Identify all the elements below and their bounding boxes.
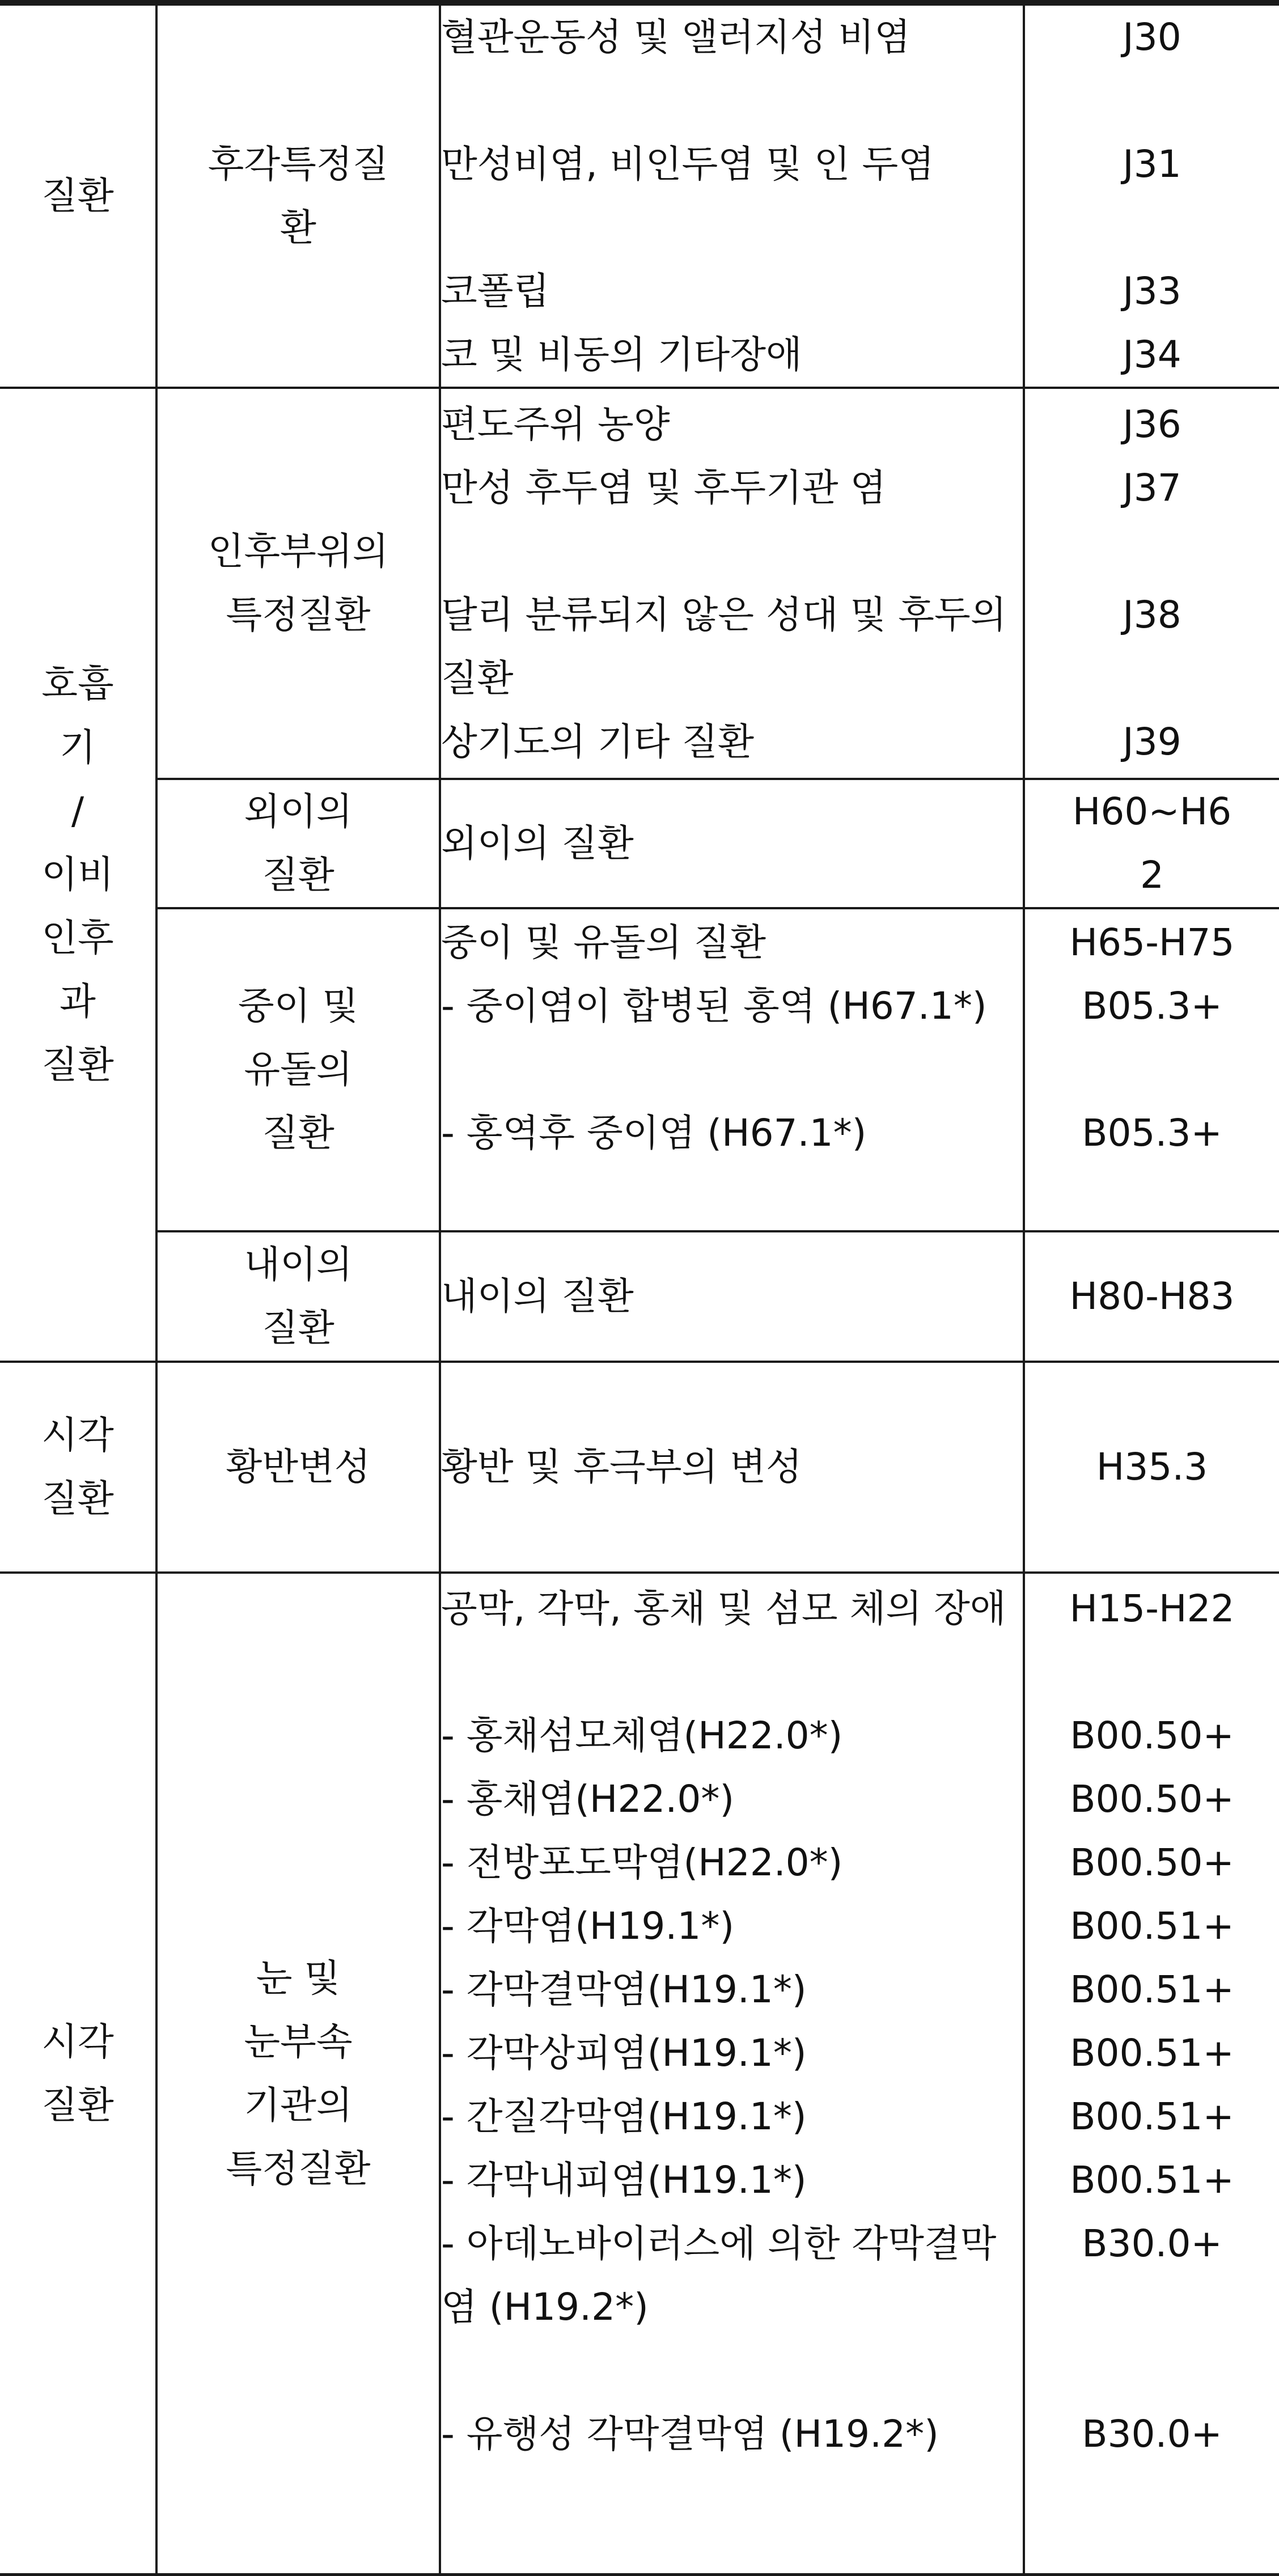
description-item: - 홍채섬모체염(H22.0*) xyxy=(441,1714,843,1757)
code-value: B30.0+ xyxy=(1082,2412,1222,2456)
sub-category-cell xyxy=(156,908,440,1231)
description-item: - 전방포도막염(H22.0*) xyxy=(441,1841,843,1884)
description-item: 내이의 질환 xyxy=(441,1274,634,1318)
code-value: H80-H83 xyxy=(1069,1274,1235,1318)
code-value: B00.51+ xyxy=(1070,2031,1234,2075)
code-value: J34 xyxy=(1123,333,1181,376)
code-cell xyxy=(1024,1231,1279,1362)
description-item: - 각막결막염(H19.1*) xyxy=(441,1968,807,2011)
table-row xyxy=(0,779,1279,908)
code-value: J36 xyxy=(1123,402,1181,446)
code-value: J37 xyxy=(1123,466,1181,510)
code-cell xyxy=(1024,779,1279,908)
sub-category-label: 중이 및 유돌의 질환 xyxy=(238,984,359,1155)
sub-category-cell xyxy=(156,3,440,388)
major-category-label: 호흡 기 / 이비 인후 과 질환 xyxy=(41,662,114,1087)
description-cell xyxy=(440,388,1024,779)
major-category-cell xyxy=(0,1573,156,2575)
code-cell xyxy=(1024,3,1279,388)
description-item: 황반 및 후극부의 변성 xyxy=(441,1445,802,1489)
sub-category-label: 눈 및 눈부속 기관의 특정질환 xyxy=(226,1956,371,2191)
description-item: - 홍역후 중이염 (H67.1*) xyxy=(441,1111,867,1155)
code-value: H60~H6 2 xyxy=(1072,790,1232,897)
description-cell xyxy=(440,908,1024,1231)
sub-category-label: 내이의 질환 xyxy=(244,1243,353,1350)
table-row xyxy=(0,388,1279,779)
major-category-label: 시각 질환 xyxy=(41,1413,114,1520)
description-item: - 간질각막염(H19.1*) xyxy=(441,2095,807,2138)
code-value: B00.50+ xyxy=(1070,1841,1234,1884)
code-cell xyxy=(1024,1362,1279,1573)
code-cell xyxy=(1024,908,1279,1231)
sub-category-cell xyxy=(156,1362,440,1573)
code-value: J39 xyxy=(1123,720,1181,764)
description-item: - 각막상피염(H19.1*) xyxy=(441,2031,807,2075)
sub-category-label: 후각특정질 환 xyxy=(207,142,389,249)
code-value: B05.3+ xyxy=(1082,984,1222,1028)
table-row xyxy=(0,3,1279,388)
table-row xyxy=(0,1573,1279,2575)
description-cell xyxy=(440,1362,1024,1573)
description-item: 공막, 각막, 홍채 및 섬모 체의 장애 xyxy=(441,1587,1006,1630)
table-row xyxy=(0,908,1279,1231)
sub-category-cell xyxy=(156,779,440,908)
code-value: B00.50+ xyxy=(1070,1777,1234,1821)
code-value: J30 xyxy=(1123,15,1181,59)
major-category-cell xyxy=(0,3,156,388)
code-value: B05.3+ xyxy=(1082,1111,1222,1155)
description-item: - 각막내피염(H19.1*) xyxy=(441,2158,807,2202)
description-item: - 유행성 각막결막염 (H19.2*) xyxy=(441,2412,939,2456)
description-cell xyxy=(440,779,1024,908)
code-value: B00.51+ xyxy=(1070,2095,1234,2138)
code-value: B00.50+ xyxy=(1070,1714,1234,1757)
description-cell xyxy=(440,3,1024,388)
description-item: 중이 및 유돌의 질환 xyxy=(441,921,766,964)
sub-category-cell xyxy=(156,388,440,779)
description-item: - 홍채염(H22.0*) xyxy=(441,1777,735,1821)
code-value: J31 xyxy=(1123,142,1181,186)
code-value: B30.0+ xyxy=(1082,2222,1222,2265)
code-value: B00.51+ xyxy=(1070,2158,1234,2202)
description-item: 혈관운동성 및 앨러지성 비염 xyxy=(441,15,911,59)
description-item: 코폴립 xyxy=(441,269,550,313)
major-category-cell xyxy=(0,388,156,1362)
sub-category-cell xyxy=(156,1573,440,2575)
sub-category-label: 황반변성 xyxy=(226,1445,371,1489)
description-item: 편도주위 농양 xyxy=(441,402,670,446)
description-item: 코 및 비동의 기타장애 xyxy=(441,333,802,376)
description-item: 외이의 질환 xyxy=(441,821,634,865)
code-cell xyxy=(1024,388,1279,779)
description-item: 만성 후두염 및 후두기관 염 xyxy=(441,466,887,510)
table-row xyxy=(0,1362,1279,1573)
description-item: 만성비염, 비인두염 및 인 두염 xyxy=(441,142,934,186)
description-cell xyxy=(440,1573,1024,2575)
code-value: J38 xyxy=(1123,593,1181,637)
code-value: B00.51+ xyxy=(1070,1968,1234,2011)
description-item: - 중이염이 합병된 홍역 (H67.1*) xyxy=(441,984,987,1028)
code-value: B00.51+ xyxy=(1070,1904,1234,1948)
sub-category-cell xyxy=(156,1231,440,1362)
code-value: H35.3 xyxy=(1096,1445,1208,1489)
description-item: 달리 분류되지 않은 성대 및 후두의 질환 xyxy=(441,593,1007,700)
major-category-label: 질환 xyxy=(41,174,114,218)
code-value: H65-H75 xyxy=(1069,921,1235,964)
description-item: 상기도의 기타 질환 xyxy=(441,720,755,764)
description-cell xyxy=(440,1231,1024,1362)
sub-category-label: 인후부위의 특정질환 xyxy=(207,529,389,637)
table-row xyxy=(0,1231,1279,1362)
description-item: - 아데노바이러스에 의한 각막결막염 (H19.2*) xyxy=(441,2222,997,2329)
code-cell xyxy=(1024,1573,1279,2575)
description-item: - 각막염(H19.1*) xyxy=(441,1904,735,1948)
major-category-cell xyxy=(0,1362,156,1573)
code-value: H15-H22 xyxy=(1069,1587,1235,1630)
major-category-label: 시각 질환 xyxy=(41,2019,114,2127)
sub-category-label: 외이의 질환 xyxy=(244,790,353,897)
code-value: J33 xyxy=(1123,269,1181,313)
